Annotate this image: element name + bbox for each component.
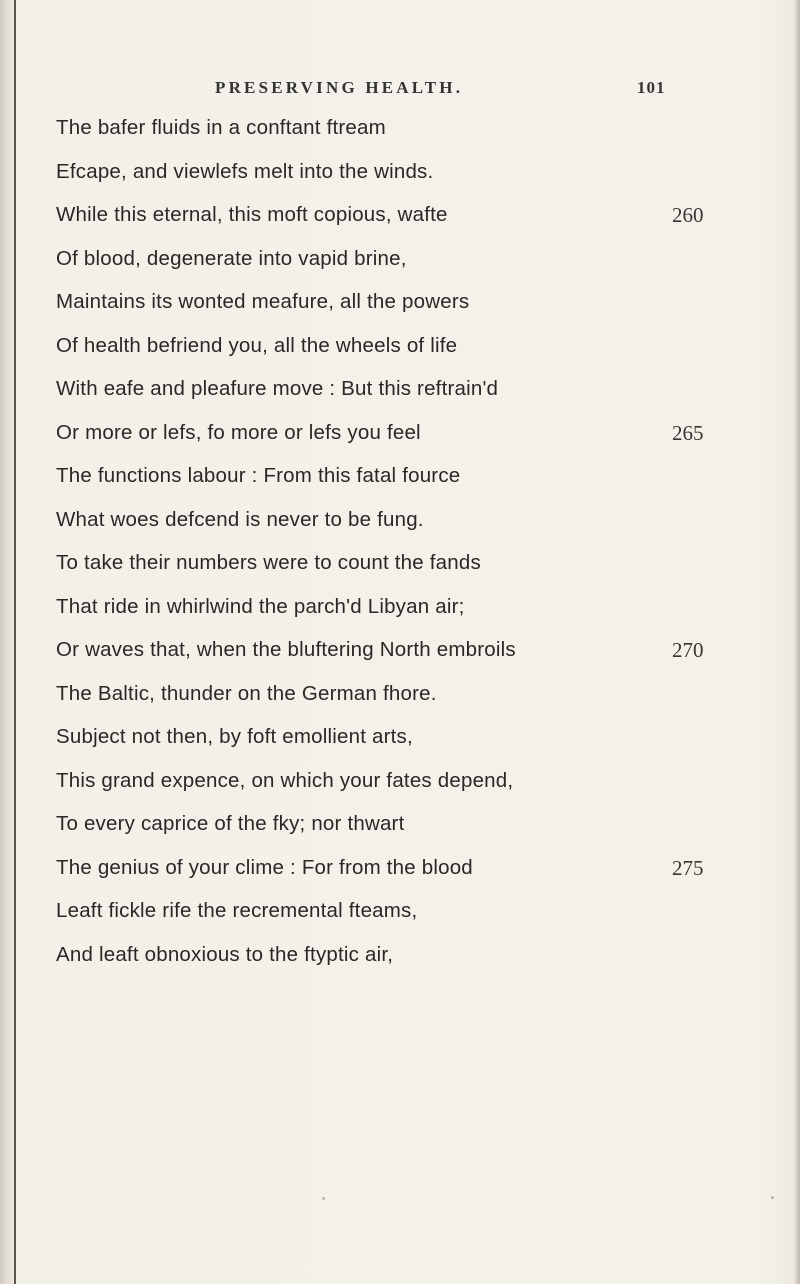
verse-text: While this eternal, this moft copious, wafte bbox=[56, 203, 448, 226]
verse-text: The Baltic, thunder on the German fhore. bbox=[56, 681, 437, 705]
line-number: 270 bbox=[672, 638, 704, 662]
verse-line bbox=[0, 502, 800, 546]
verse-line bbox=[0, 589, 800, 633]
verse-text: Of health befriend you, all the wheels of life bbox=[56, 333, 458, 357]
verse-line bbox=[0, 632, 800, 676]
verse-line bbox=[0, 763, 800, 807]
verse-text: This grand expence, on which your fates depend, bbox=[56, 768, 514, 792]
verse-line bbox=[0, 415, 800, 459]
verse-line bbox=[0, 545, 800, 589]
verse-line bbox=[0, 110, 800, 154]
verse-text: With eafe and pleafure move : But this reftrain'd bbox=[56, 377, 499, 400]
verse-text: That ride in whirlwind the parch'd Libyan air; bbox=[56, 594, 465, 618]
verse-text: Maintains its wonted meafure, all the powers bbox=[56, 290, 470, 313]
verse-text: And leaft obnoxious to the ftyptic air, bbox=[56, 942, 394, 966]
verse-text: Subject not then, by foft emollient arts, bbox=[56, 725, 413, 748]
verse-text: Leaft fickle rife the recremental fteams, bbox=[56, 899, 418, 922]
verse-text: Or waves that, when the bluftering North embroils bbox=[56, 638, 516, 661]
verse-line bbox=[0, 719, 800, 763]
verse-text: The functions labour : From this fatal fource bbox=[56, 464, 461, 487]
verse-line bbox=[0, 893, 800, 937]
verse-text: Or more or lefs, fo more or lefs you feel bbox=[56, 420, 421, 444]
verse-line bbox=[0, 241, 800, 285]
verse-line bbox=[0, 850, 800, 894]
verse-line bbox=[0, 328, 800, 372]
verse-text: To every caprice of the fky; nor thwart bbox=[56, 812, 405, 835]
paper-speck bbox=[771, 1196, 774, 1199]
line-number: 265 bbox=[672, 420, 704, 445]
verse-line bbox=[0, 154, 800, 198]
verse-text: The bafer fluids in a conftant ftream bbox=[56, 116, 386, 139]
verse-text: The genius of your clime : For from the blood bbox=[56, 855, 473, 879]
paper-speck bbox=[322, 1197, 325, 1200]
verse-line bbox=[0, 284, 800, 328]
verse-text: Of blood, degenerate into vapid brine, bbox=[56, 246, 407, 270]
verse-text: To take their numbers were to count the fands bbox=[56, 551, 481, 574]
verse-line bbox=[0, 937, 800, 981]
page-number: 101 bbox=[637, 78, 666, 97]
line-number: 260 bbox=[672, 203, 704, 227]
verse-text: What woes defcend is never to be fung. bbox=[56, 507, 424, 531]
running-title: PRESERVING HEALTH. bbox=[215, 78, 464, 97]
running-head bbox=[0, 78, 800, 102]
verse-line bbox=[0, 371, 800, 415]
line-number: 275 bbox=[672, 855, 704, 880]
verse-line bbox=[0, 676, 800, 720]
verse-line bbox=[0, 806, 800, 850]
poem-body bbox=[0, 110, 800, 980]
verse-line bbox=[0, 197, 800, 241]
verse-line bbox=[0, 458, 800, 502]
verse-text: Efcape, and viewlefs melt into the winds. bbox=[56, 159, 434, 183]
